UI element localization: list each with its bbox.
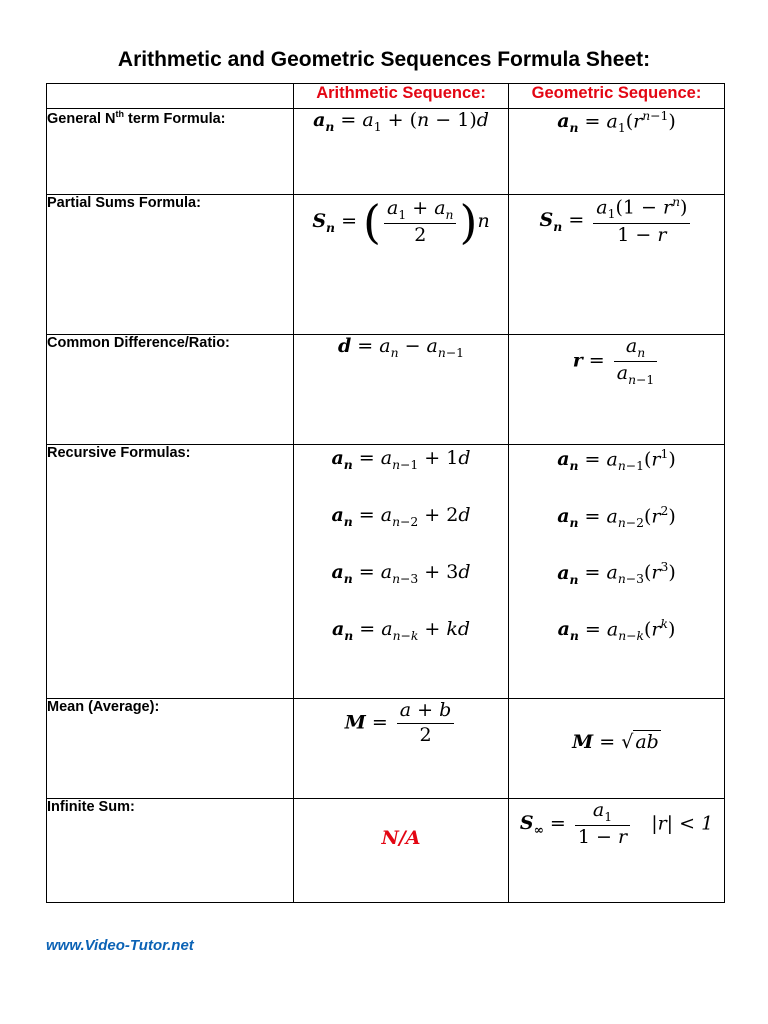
label-recursive: Recursive Formulas: xyxy=(47,445,294,699)
formula-arith-mean: M = $\frac{a + b}{2}$ xyxy=(294,699,509,799)
label-infinite: Infinite Sum: xyxy=(47,799,294,903)
formula-arith-nth-term: $a_n = a_1 + (n - 1)d$ xyxy=(294,109,509,195)
header-row xyxy=(47,84,725,109)
footer-link[interactable]: www.Video-Tutor.net xyxy=(46,937,194,954)
formula-geo-infinite: $S_\infty$ = $\frac{a_1}{1 - r}$ |r| < 1 xyxy=(509,799,725,903)
formula-table xyxy=(46,83,725,903)
row-common xyxy=(47,335,725,445)
label-partial-sums: Partial Sums Formula: xyxy=(47,195,294,335)
formula-arith-recursive: $a_n = a_{n-1} + 1d$ $a_n = a_{n-2} + 2d$ $a_n = a_{n-3} + 3d$ $a_n = a_{n-k}$ + kd xyxy=(294,445,509,699)
na-value: N/A xyxy=(381,827,421,849)
label-nth-term: General $N^{th}$ term Formula: xyxy=(47,109,294,195)
page-title: Arithmetic and Geometric Sequences Formula Sheet: xyxy=(117,48,651,71)
header-geometric: Geometric Sequence: xyxy=(509,84,725,109)
convergence-condition: |r| < 1 xyxy=(651,812,714,835)
formula-geo-nth-term: $a_n = a_1(r^{n-1})$ xyxy=(509,109,725,195)
formula-arith-infinite xyxy=(294,799,509,903)
formula-geo-ratio: r = $\frac{a_n}{a_{n-1}}$ xyxy=(509,335,725,445)
formula-arith-difference: $d = a_n - a_{n-1}$ xyxy=(294,335,509,445)
formula-geo-partial-sum: $S_n$ = $\frac{a_1(1 - r^n)}{1 - r}$ xyxy=(509,195,725,335)
label-common: Common Difference/Ratio: xyxy=(47,335,294,445)
label-mean: Mean (Average): xyxy=(47,699,294,799)
header-arithmetic: Arithmetic Sequence: xyxy=(294,84,509,109)
formula-geo-mean: M = √ ab xyxy=(509,699,725,799)
header-blank xyxy=(47,84,294,109)
row-nth-term xyxy=(47,109,725,195)
row-partial-sums xyxy=(47,195,725,335)
row-mean xyxy=(47,699,725,799)
formula-arith-partial-sum: $S_n$ = ( $\frac{a_1 + a_n}{2}$ )n xyxy=(294,195,509,335)
row-recursive xyxy=(47,445,725,699)
formula-geo-recursive: $a_n = a_{n-1}(r^1)$ $a_n = a_{n-2}(r^2)$ $a_n = a_{n-3}(r^3)$ $a_n = a_{n-k}(r^k)$ xyxy=(509,445,725,699)
row-infinite xyxy=(47,799,725,903)
